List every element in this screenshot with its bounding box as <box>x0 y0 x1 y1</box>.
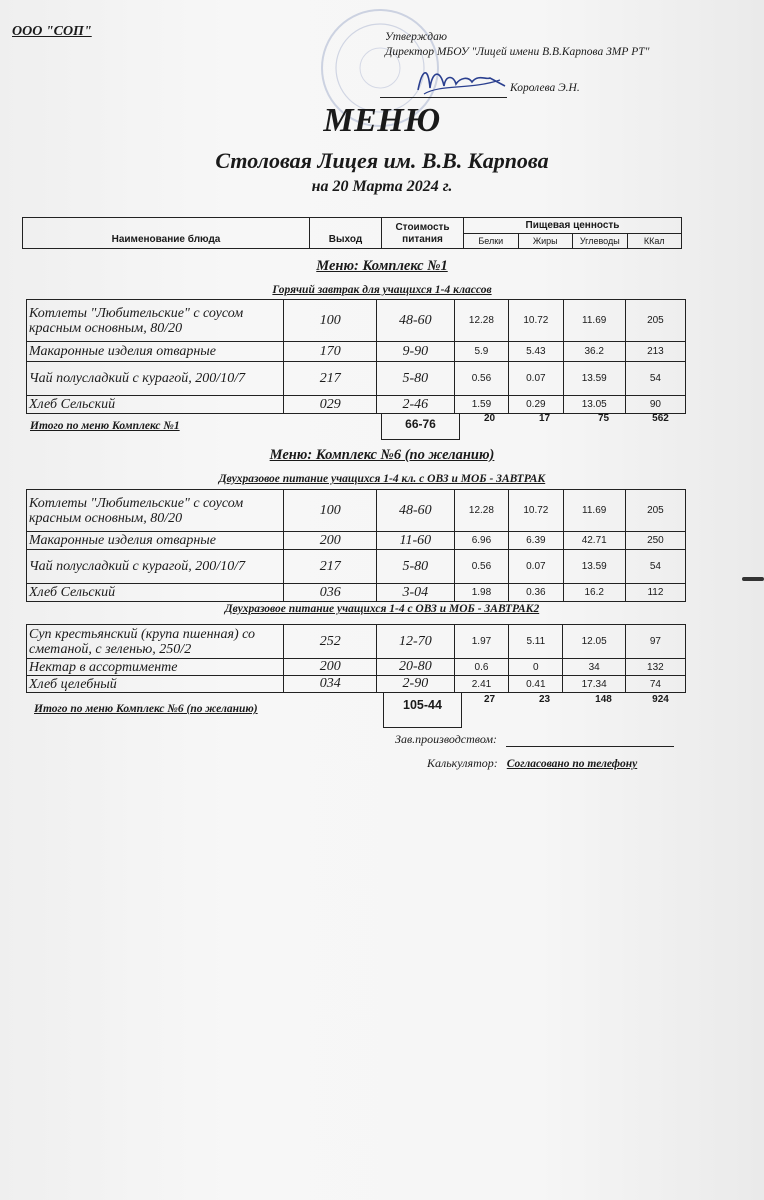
dish-kcal: 132 <box>625 659 685 676</box>
dish-output: 100 <box>284 300 376 342</box>
dish-kcal: 213 <box>625 342 685 362</box>
complex6-section2: Двухразовое питание учащихся 1-4 с ОВЗ и МОБ - ЗАВТРАК2 <box>224 603 540 615</box>
complex6-title: Меню: Комплекс №6 (по желанию) <box>269 447 495 463</box>
dish-cost: 2-90 <box>376 676 454 693</box>
total-fats: 17 <box>538 413 551 424</box>
table-header <box>22 217 682 249</box>
dish-output: 200 <box>284 659 377 676</box>
menu-date: на 20 Марта 2024 г. <box>311 178 453 195</box>
dish-cost: 20-80 <box>376 659 454 676</box>
complex6-total-cost: 105-44 <box>383 692 462 728</box>
dish-cost: 9-90 <box>376 342 454 362</box>
table-row <box>27 362 686 396</box>
dish-cost: 12-70 <box>376 625 454 659</box>
dish-kcal: 54 <box>625 550 685 584</box>
complex1-section: Горячий завтрак для учащихся 1-4 классов <box>272 284 492 296</box>
dish-proteins: 0.56 <box>454 362 508 396</box>
header-output: Выход <box>310 218 382 248</box>
header-name: Наименование блюда <box>23 218 310 248</box>
production-sign-line <box>506 734 674 747</box>
dish-fats: 10.72 <box>509 490 563 532</box>
dish-carbs: 13.59 <box>563 362 625 396</box>
dish-fats: 10.72 <box>509 300 563 342</box>
complex6-table1 <box>26 489 686 602</box>
dish-output: 029 <box>284 396 376 414</box>
production-label: Зав.производством: <box>395 732 498 746</box>
dish-carbs: 36.2 <box>563 342 625 362</box>
dish-proteins: 1.98 <box>454 584 508 602</box>
total-kcal: 924 <box>652 694 669 705</box>
total-kcal: 562 <box>652 413 669 424</box>
dish-fats: 0 <box>509 659 563 676</box>
dish-output: 100 <box>284 490 376 532</box>
dish-carbs: 17.34 <box>563 676 625 693</box>
dish-name: Котлеты "Любительские" с соусом красным основным, 80/20 <box>27 300 284 342</box>
dish-name: Макаронные изделия отварные <box>27 532 284 550</box>
page-subtitle: Столовая Лицея им. В.В. Карпова <box>215 148 549 173</box>
dish-output: 036 <box>284 584 376 602</box>
table-row <box>27 659 686 676</box>
total-proteins: 20 <box>483 413 496 424</box>
production-sign-row <box>395 732 674 747</box>
dish-carbs: 12.05 <box>563 625 625 659</box>
organization-name: ООО "СОП" <box>12 24 92 39</box>
approve-position: Директор МБОУ "Лицей имени В.В.Карпова ЗМР РТ" <box>385 46 650 58</box>
header-nutrition <box>464 218 681 248</box>
table-row <box>27 490 686 532</box>
dish-carbs: 16.2 <box>563 584 625 602</box>
complex1-total-values <box>462 413 686 424</box>
dish-name: Чай полусладкий с курагой, 200/10/7 <box>27 550 284 584</box>
calculator-value: Согласовано по телефону <box>506 758 638 770</box>
dish-fats: 5.43 <box>509 342 563 362</box>
dish-name: Нектар в ассортименте <box>27 659 284 676</box>
dish-kcal: 54 <box>625 362 685 396</box>
signature <box>410 60 510 100</box>
total-carbs: 148 <box>595 694 612 705</box>
dish-proteins: 5.9 <box>454 342 508 362</box>
dish-name: Хлеб Сельский <box>27 584 284 602</box>
table-row <box>27 676 686 693</box>
dish-fats: 0.36 <box>509 584 563 602</box>
header-kcal: ККал <box>643 236 665 246</box>
dish-proteins: 0.6 <box>454 659 508 676</box>
complex1-title: Меню: Комплекс №1 <box>316 258 448 274</box>
dish-name: Чай полусладкий с курагой, 200/10/7 <box>27 362 284 396</box>
table-row <box>27 550 686 584</box>
dish-proteins: 0.56 <box>454 550 508 584</box>
dish-proteins: 6.96 <box>454 532 508 550</box>
dish-cost: 5-80 <box>376 362 454 396</box>
complex6-total-values <box>462 694 686 705</box>
dish-name: Хлеб целебный <box>27 676 284 693</box>
signature-line <box>380 97 507 98</box>
dish-cost: 2-46 <box>376 396 454 414</box>
dish-cost: 5-80 <box>376 550 454 584</box>
total-proteins: 27 <box>483 694 496 705</box>
dish-fats: 6.39 <box>509 532 563 550</box>
dish-carbs: 11.69 <box>563 490 625 532</box>
dish-proteins: 12.28 <box>454 490 508 532</box>
header-fats: Жиры <box>519 234 574 248</box>
dish-kcal: 74 <box>625 676 685 693</box>
complex1-total-label: Итого по меню Комплекс №1 <box>30 420 180 432</box>
dish-fats: 0.41 <box>509 676 563 693</box>
complex6-section1: Двухразовое питание учащихся 1-4 кл. с ОВЗ и МОБ - ЗАВТРАК <box>218 473 546 485</box>
table-row <box>27 625 686 659</box>
dish-cost: 11-60 <box>376 532 454 550</box>
dish-name: Макаронные изделия отварные <box>27 342 284 362</box>
header-nutrition-title: Пищевая ценность <box>464 218 681 234</box>
table-row <box>27 300 686 342</box>
header-cost: Стоимость питания <box>382 218 464 248</box>
complex1-total-cost: 66-76 <box>381 413 460 440</box>
dish-proteins: 1.97 <box>454 625 508 659</box>
dish-name: Котлеты "Любительские" с соусом красным основным, 80/20 <box>27 490 284 532</box>
dish-carbs: 42.71 <box>563 532 625 550</box>
total-fats: 23 <box>538 694 551 705</box>
dish-cost: 3-04 <box>376 584 454 602</box>
approve-word: Утверждаю <box>385 31 447 43</box>
dish-proteins: 12.28 <box>454 300 508 342</box>
dish-output: 252 <box>284 625 377 659</box>
dish-name: Суп крестьянский (крупа пшенная) со сметаной, с зеленью, 250/2 <box>27 625 284 659</box>
table-row <box>27 342 686 362</box>
header-carbs: Углеводы <box>573 234 628 248</box>
table-row <box>27 396 686 414</box>
dish-kcal: 205 <box>625 300 685 342</box>
complex6-table2 <box>26 624 686 693</box>
header-proteins: Белки <box>464 234 519 248</box>
dish-proteins: 2.41 <box>454 676 508 693</box>
calculator-sign-row <box>427 756 637 771</box>
dish-output: 034 <box>284 676 377 693</box>
dish-fats: 0.07 <box>509 362 563 396</box>
dish-kcal: 90 <box>625 396 685 414</box>
dish-output: 170 <box>284 342 376 362</box>
approval-block <box>385 30 685 60</box>
edge-mark <box>742 577 764 581</box>
dish-carbs: 34 <box>563 659 625 676</box>
dish-kcal: 205 <box>625 490 685 532</box>
dish-output: 217 <box>284 362 376 396</box>
dish-cost: 48-60 <box>376 490 454 532</box>
table-row <box>27 532 686 550</box>
dish-carbs: 13.05 <box>563 396 625 414</box>
dish-fats: 0.07 <box>509 550 563 584</box>
complex6-total-label: Итого по меню Комплекс №6 (по желанию) <box>34 703 258 715</box>
dish-carbs: 11.69 <box>563 300 625 342</box>
dish-kcal: 250 <box>625 532 685 550</box>
page-title: МЕНЮ <box>323 102 441 139</box>
dish-cost: 48-60 <box>376 300 454 342</box>
approve-name: Королева Э.Н. <box>510 82 580 94</box>
dish-kcal: 97 <box>625 625 685 659</box>
dish-fats: 0.29 <box>509 396 563 414</box>
dish-proteins: 1.59 <box>454 396 508 414</box>
dish-carbs: 13.59 <box>563 550 625 584</box>
calculator-label: Калькулятор: <box>427 756 498 770</box>
dish-name: Хлеб Сельский <box>27 396 284 414</box>
complex1-table <box>26 299 686 414</box>
table-row <box>27 584 686 602</box>
dish-output: 200 <box>284 532 376 550</box>
total-carbs: 75 <box>597 413 610 424</box>
dish-output: 217 <box>284 550 376 584</box>
dish-kcal: 112 <box>625 584 685 602</box>
dish-fats: 5.11 <box>509 625 563 659</box>
